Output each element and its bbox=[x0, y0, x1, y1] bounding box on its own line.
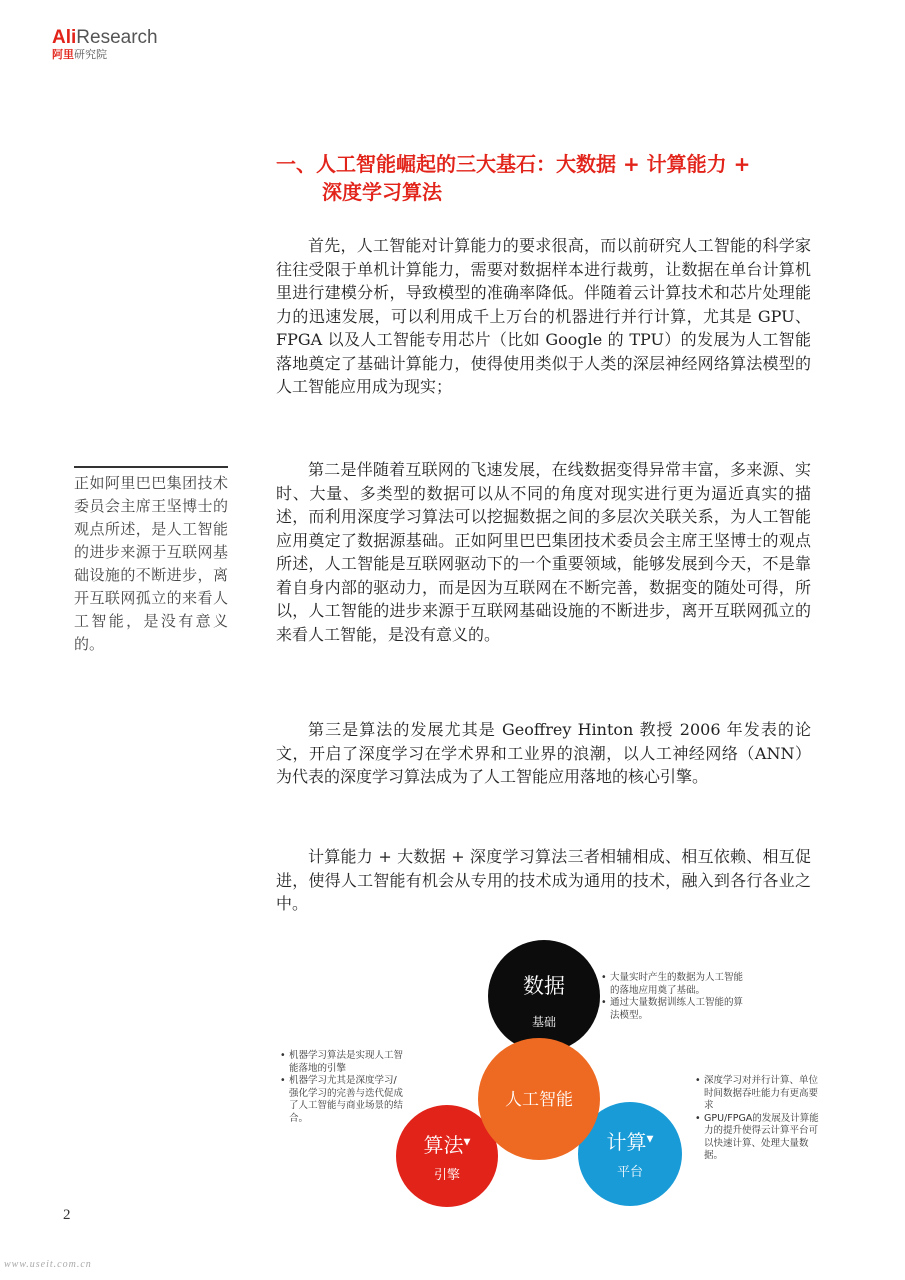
compute-circle-subtitle: 平台 bbox=[616, 1165, 643, 1180]
compute-note: • GPU/FPGA的发展及计算能力的提升使得云计算平台可以快速计算、处理大量数据。 bbox=[695, 1113, 825, 1163]
section-heading-line2: 深度学习算法 bbox=[322, 180, 442, 204]
algorithm-note: • 机器学习尤其是深度学习/强化学习的完善与迭代促成了人工智能与商业场景的结合。 bbox=[280, 1075, 405, 1125]
data-circle-title: 数据 bbox=[523, 974, 565, 998]
paragraph-algorithm: 第三是算法的发展尤其是 Geoffrey Hinton 教授 2006 年发表的论文，开启了深度学习在学术界和工业界的浪潮，以人工神经网络（ANN）为代表的深度学习算法成为了人工智能应用落地的核心引擎。 bbox=[276, 720, 811, 786]
data-note: • 大量实时产生的数据为人工智能的落地应用奠了基础。 bbox=[601, 972, 751, 997]
paragraph-computing: 首先，人工智能对计算能力的要求很高，而以前研究人工智能的科学家往往受限于单机计算能力，需要对数据样本进行裁剪，让数据在单台计算机里进行建模分析，导致模型的准确率降低。伴随着云计算技术和芯片处理能力的迅速发展，可以利用成千上万台的机器进行并行计算，尤其是 GPU、FPGA 以及人工智能专用芯片（比如 Google 的 TPU）的发展为人工智能落地奠定了基础计算能力，使得使用类似于人类的深层神经网络算法模型的人工智能应用成为现实； bbox=[276, 236, 811, 396]
logo-cn-institute: 研究院 bbox=[74, 48, 107, 61]
data-note: • 通过大量数据训练人工智能的算法模型。 bbox=[601, 997, 751, 1022]
aliresearch-logo bbox=[52, 28, 158, 61]
algorithm-notes bbox=[280, 1050, 405, 1125]
ai-foundations-diagram bbox=[270, 940, 830, 1195]
paragraph-big-data: 第二是伴随着互联网的飞速发展，在线数据变得异常丰富，多来源、实时、大量、多类型的数据可以从不同的角度对现实进行更为逼近真实的描述，而利用深度学习算法可以挖掘数据之间的多层次关联关系，为人工智能应用奠定了数据源基础。正如阿里巴巴集团技术委员会主席王坚博士的观点所述，人工智能是互联网驱动下的一个重要领域，能够发展到今天，不是靠着自身内部的驱动力，而是因为互联网在不断完善，数据变的随处可得，所以，人工智能的进步来源于互联网基础设施的不断进步，离开互联网孤立的来看人工智能，是没有意义的。 bbox=[276, 460, 811, 644]
data-circle bbox=[488, 940, 600, 1052]
section-heading-line1: 一、人工智能崛起的三大基石：大数据 + 计算能力 + bbox=[276, 152, 751, 176]
section-heading bbox=[276, 150, 836, 206]
data-circle-subtitle: 基础 bbox=[531, 1015, 556, 1029]
logo-ali-text: Ali bbox=[52, 27, 77, 48]
compute-circle-title: 计算 bbox=[606, 1130, 647, 1154]
algorithm-note: • 机器学习算法是实现人工智能落地的引擎 bbox=[280, 1050, 405, 1075]
algorithm-circle-title: 算法 bbox=[423, 1133, 464, 1157]
watermark: www.useit.com.cn bbox=[4, 1259, 92, 1270]
ai-circle-title: 人工智能 bbox=[505, 1090, 573, 1110]
triangle-marker-icon: ▼ bbox=[463, 1137, 471, 1148]
ai-circle bbox=[478, 1038, 600, 1160]
compute-notes bbox=[695, 1075, 825, 1163]
logo-cn-ali: 阿里 bbox=[52, 48, 74, 61]
algorithm-circle-subtitle: 引擎 bbox=[433, 1168, 460, 1183]
paragraph-summary: 计算能力 + 大数据 + 深度学习算法三者相辅相成、相互依赖、相互促进，使得人工智能有机会从专用的技术成为通用的技术，融入到各行各业之中。 bbox=[276, 847, 811, 913]
data-notes bbox=[601, 972, 751, 1022]
sidebar-quote: 正如阿里巴巴集团技术委员会主席王坚博士的观点所述，是人工智能的进步来源于互联网基础设施的不断进步，离开互联网孤立的来看人工智能，是没有意义的。 bbox=[74, 466, 228, 656]
triangle-marker-icon: ▼ bbox=[646, 1134, 654, 1145]
compute-note: • 深度学习对并行计算、单位时间数据吞吐能力有更高要求 bbox=[695, 1075, 825, 1113]
page-number: 2 bbox=[63, 1207, 71, 1223]
logo-research-text: Research bbox=[76, 27, 158, 48]
